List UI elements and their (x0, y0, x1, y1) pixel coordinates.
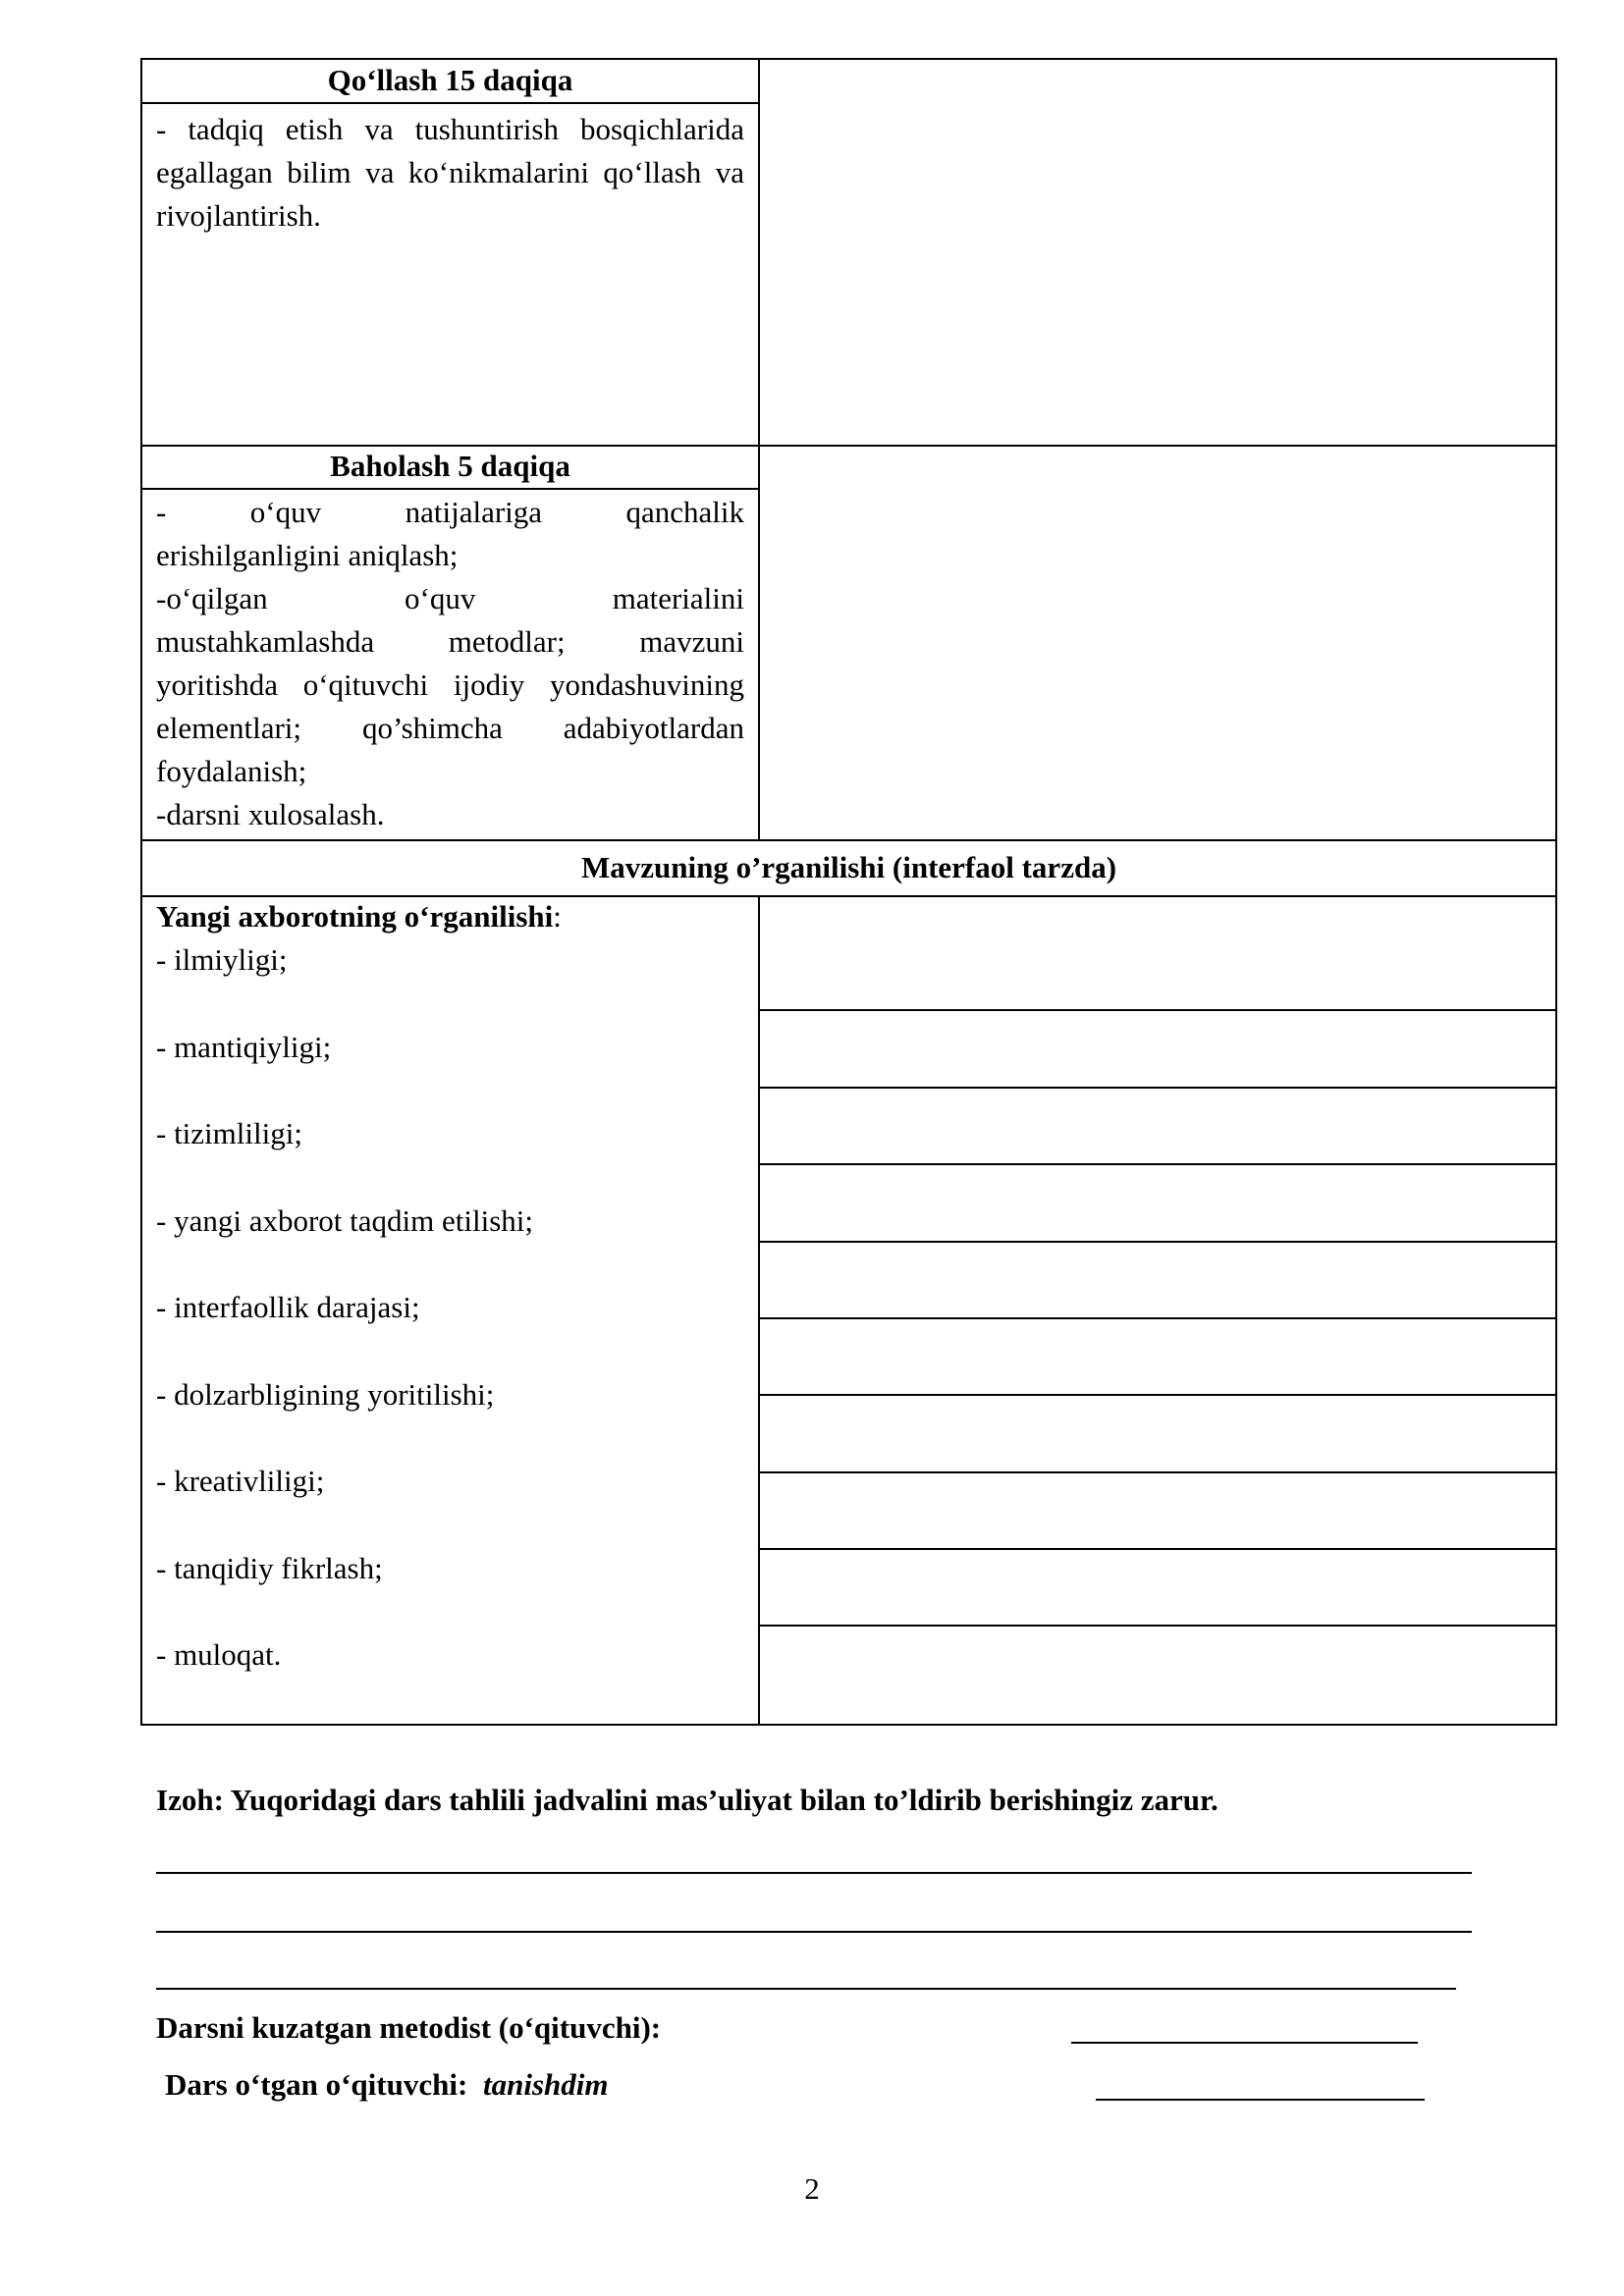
criteria-row-separator (758, 1163, 1557, 1165)
mavzu-title: Mavzuning o’rganilishi (interfaol tarzda) (580, 850, 1117, 884)
criteria-item: - tanqidiy fikrlash; (156, 1551, 383, 1585)
baholash-line: yoritishda o‘qituvchi ijodiy yondashuvining (156, 667, 744, 702)
criteria-item: - dolzarbligining yoritilishi; (156, 1377, 495, 1412)
baholash-line: erishilganligini aniqlash; (156, 538, 459, 572)
criteria-row-separator (758, 1471, 1557, 1473)
baholash-line: elementlari; qo’shimcha adabiyotlardan (156, 711, 744, 745)
mavzu-heading-suffix: : (553, 899, 562, 934)
criteria-row-separator (758, 1548, 1557, 1550)
qollash-header-separator (140, 102, 760, 104)
criteria-item: - kreativliligi; (156, 1464, 325, 1498)
criteria-item: - tizimliligi; (156, 1116, 302, 1150)
teacher-label: Dars o‘tgan o‘qituvchi: (165, 2067, 468, 2102)
criteria-row-separator (758, 1317, 1557, 1319)
baholash-line: -darsni xulosalash. (156, 797, 385, 831)
criteria-row-separator (758, 1009, 1557, 1011)
criteria-row-separator (758, 1625, 1557, 1627)
teacher-signature-row (165, 2063, 609, 2107)
note-blank-line (156, 1988, 1456, 1990)
mavzu-heading (156, 895, 562, 938)
criteria-row-separator (758, 1394, 1557, 1396)
table-column-divider-upper (758, 58, 760, 841)
baholash-line: mustahkamlashda metodlar; mavzuni (156, 624, 744, 659)
teacher-value: tanishdim (483, 2067, 609, 2102)
table-border-bottom (140, 1724, 1557, 1726)
baholash-line: foydalanish; (156, 754, 307, 788)
qollash-description: - tadqiq etish va tushuntirish bosqichlarida egallagan bilim va ko‘nikmalarini qo‘llash va rivojlantirish. (156, 112, 744, 233)
baholash-line: - o‘quv natijalariga qanchalik (156, 495, 744, 529)
criteria-row-separator (758, 1087, 1557, 1089)
methodist-signature-line (1071, 2042, 1418, 2044)
criteria-item: - interfaollik darajasi; (156, 1290, 420, 1324)
methodist-label: Darsni kuzatgan metodist (o‘qituvchi): (156, 2010, 662, 2045)
note-blank-line (156, 1931, 1472, 1933)
baholash-line: -o‘qilgan o‘quv materialini (156, 581, 744, 615)
table-border-right (1555, 58, 1557, 1726)
table-column-divider-lower (758, 895, 760, 1726)
baholash-description (156, 491, 744, 836)
criteria-item: - ilmiyligi; (156, 942, 288, 977)
criteria-row-separator (758, 1241, 1557, 1243)
baholash-header-separator (140, 488, 760, 490)
criteria-item: - mantiqiyligi; (156, 1030, 332, 1064)
criteria-item: - yangi axborot taqdim etilishi; (156, 1203, 533, 1238)
mavzu-heading-text: Yangi axborotning o‘rganilishi (156, 899, 554, 934)
page-number: 2 (804, 2171, 820, 2206)
teacher-signature-line (1096, 2099, 1425, 2101)
note-text: Izoh: Yuqoridagi dars tahlili jadvalini mas’uliyat bilan to’ldirib berishingiz zarur. (156, 1783, 1218, 1817)
qollash-title: Qo‘llash 15 daqiqa (327, 63, 573, 97)
note-blank-line (156, 1872, 1472, 1874)
criteria-item: - muloqat. (156, 1637, 282, 1672)
baholash-title: Baholash 5 daqiqa (330, 449, 570, 483)
